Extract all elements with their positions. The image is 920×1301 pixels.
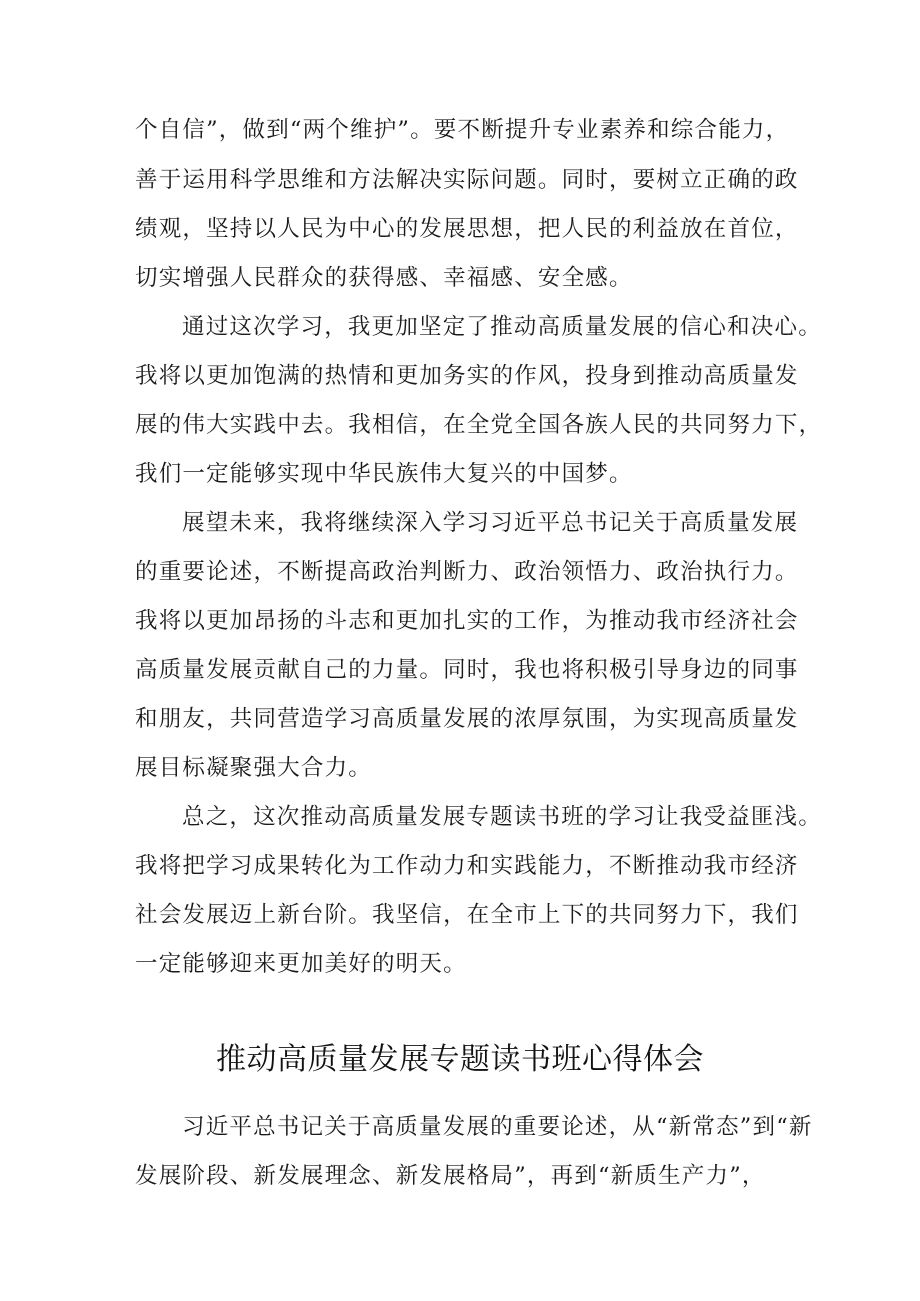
paragraph-1-line-4: 切实增强人民群众的获得感、幸福感、安全感。 (135, 265, 633, 291)
paragraph-3-line-3: 我将以更加昂扬的斗志和更加扎实的工作，为推动我市经济社会 (135, 608, 799, 634)
paragraph-4-line-1: 总之，这次推动高质量发展专题读书班的学习让我受益匪浅。 (182, 804, 822, 830)
paragraph-3-line-4: 高质量发展贡献自己的力量。同时，我也将积极引导身边的同事 (135, 657, 799, 683)
paragraph-3-line-5: 和朋友，共同营造学习高质量发展的浓厚氛围，为实现高质量发 (135, 706, 799, 732)
paragraph-4-line-2: 我将把学习成果转化为工作动力和实践能力，不断推动我市经济 (135, 853, 799, 879)
paragraph-1-line-3: 绩观，坚持以人民为中心的发展思想，把人民的利益放在首位， (135, 216, 799, 242)
paragraph-1-line-1: 个自信”，做到“两个维护”。要不断提升专业素养和综合能力， (135, 117, 790, 143)
intro-line-1: 习近平总书记关于高质量发展的重要论述，从“新常态”到“新 (182, 1114, 813, 1140)
paragraph-2-line-3: 展的伟大实践中去。我相信，在全党全国各族人民的共同努力下， (135, 412, 823, 438)
paragraph-2-line-1: 通过这次学习，我更加坚定了推动高质量发展的信心和决心。 (182, 314, 822, 340)
paragraph-4-line-4: 一定能够迎来更加美好的明天。 (135, 951, 467, 977)
paragraph-3-line-6: 展目标凝聚强大合力。 (135, 755, 373, 781)
article-title: 推动高质量发展专题读书班心得体会 (216, 1042, 704, 1077)
paragraph-4-line-3: 社会发展迈上新台阶。我坚信，在全市上下的共同努力下，我们 (135, 902, 799, 928)
paragraph-2-line-2: 我将以更加饱满的热情和更加务实的作风，投身到推动高质量发 (135, 363, 799, 389)
paragraph-3-line-1: 展望未来，我将继续深入学习习近平总书记关于高质量发展 (182, 510, 799, 536)
paragraph-3-line-2: 的重要论述，不断提高政治判断力、政治领悟力、政治执行力。 (135, 559, 799, 585)
intro-line-2: 发展阶段、新发展理念、新发展格局”，再到“新质生产力”， (135, 1163, 766, 1189)
paragraph-2-line-4: 我们一定能够实现中华民族伟大复兴的中国梦。 (135, 461, 633, 487)
paragraph-1-line-2: 善于运用科学思维和方法解决实际问题。同时，要树立正确的政 (135, 167, 799, 193)
